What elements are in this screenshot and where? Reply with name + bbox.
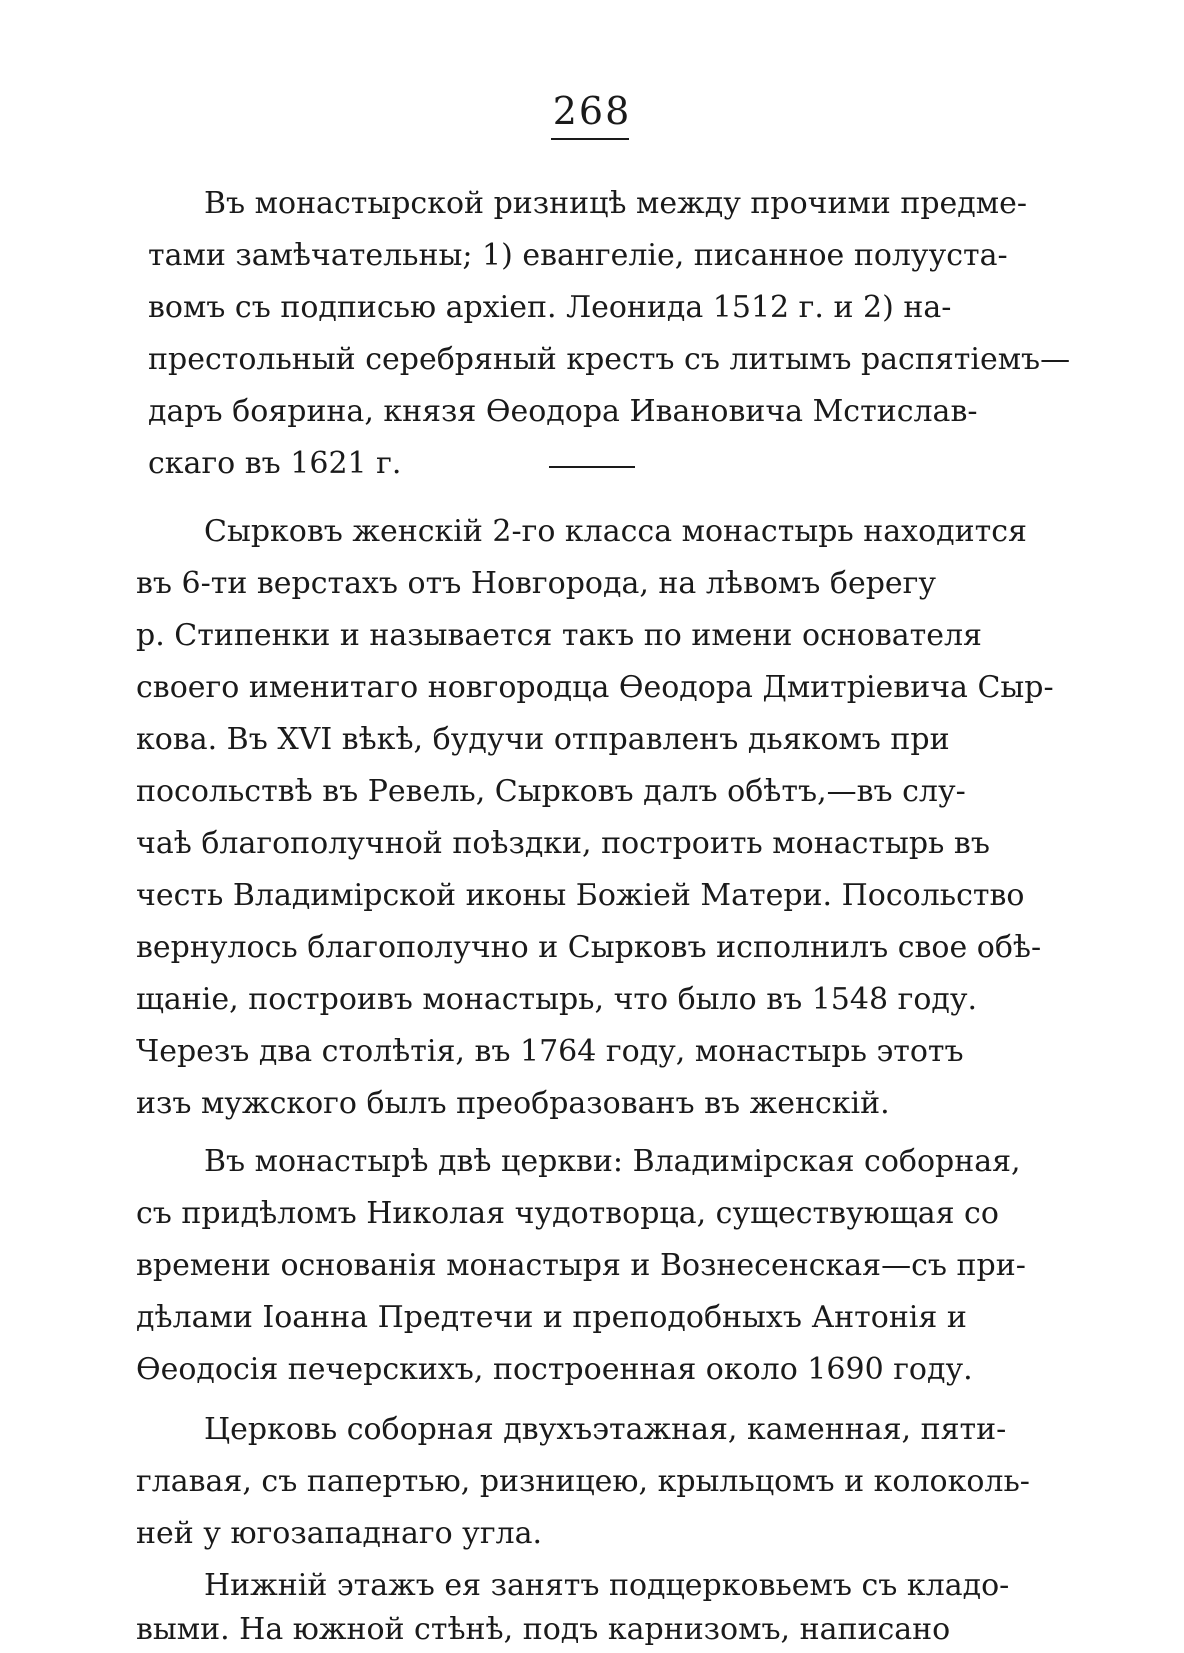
text-line: Церковь соборная двухъэтажная, каменная, пяти- xyxy=(204,1412,1007,1447)
page-number-underline xyxy=(551,138,629,140)
text-line: Въ монастырѣ двѣ церкви: Владимірская соборная, xyxy=(204,1144,1021,1179)
text-line: вернулось благополучно и Сырковъ исполнилъ свое обѣ- xyxy=(136,930,1042,965)
text-line: Ѳеодосія печерскихъ, построенная около 1690 году. xyxy=(136,1352,973,1387)
text-line: р. Стипенки и называется такъ по имени основателя xyxy=(136,618,982,653)
text-line: Черезъ два столѣтія, въ 1764 году, монастырь этотъ xyxy=(136,1034,964,1069)
text-line: даръ боярина, князя Ѳеодора Ивановича Мстислав- xyxy=(148,394,978,429)
text-line: честь Владимірской иконы Божіей Матери. Посольство xyxy=(136,878,1025,913)
text-line: изъ мужского былъ преобразованъ въ женскій. xyxy=(136,1086,890,1121)
text-line: ней у югозападнаго угла. xyxy=(136,1516,543,1551)
text-line: въ 6-ти верстахъ отъ Новгорода, на лѣвомъ берегу xyxy=(136,566,937,601)
text-line: выми. На южной стѣнѣ, подъ карнизомъ, написано xyxy=(136,1612,951,1647)
text-line: кова. Въ XVI вѣкѣ, будучи отправленъ дьякомъ при xyxy=(136,722,950,757)
text-line: своего именитаго новгородца Ѳеодора Дмитріевича Сыр- xyxy=(136,670,1054,705)
text-line: Въ монастырской ризницѣ между прочими предме- xyxy=(204,186,1027,221)
text-line: щаніе, построивъ монастырь, что было въ 1548 году. xyxy=(136,982,978,1017)
text-line: времени основанія монастыря и Вознесенская—съ при- xyxy=(136,1248,1026,1283)
text-line: престольный серебряный крестъ съ литымъ распятіемъ— xyxy=(148,342,1071,377)
text-line: дѣлами Іоанна Предтечи и преподобныхъ Антонія и xyxy=(136,1300,967,1335)
text-line: вомъ съ подписью архіеп. Леонида 1512 г. и 2) на- xyxy=(148,290,952,325)
text-line: Сырковъ женскій 2-го класса монастырь находится xyxy=(204,514,1027,549)
text-line: чаѣ благополучной поѣздки, построить монастырь въ xyxy=(136,826,990,861)
page-number: 268 xyxy=(552,89,632,133)
text-line: главая, съ папертью, ризницею, крыльцомъ и колоколь- xyxy=(136,1464,1030,1499)
text-line: скаго въ 1621 г. xyxy=(148,446,402,481)
text-line: посольствѣ въ Ревель, Сырковъ далъ обѣтъ,—въ слу- xyxy=(136,774,966,809)
text-line: Нижній этажъ ея занятъ подцерковьемъ съ кладо- xyxy=(204,1568,1010,1603)
section-divider xyxy=(549,466,635,468)
text-line: тами замѣчательны; 1) евангеліе, писанное полууста- xyxy=(148,238,1008,273)
text-line: съ придѣломъ Николая чудотворца, существующая со xyxy=(136,1196,999,1231)
